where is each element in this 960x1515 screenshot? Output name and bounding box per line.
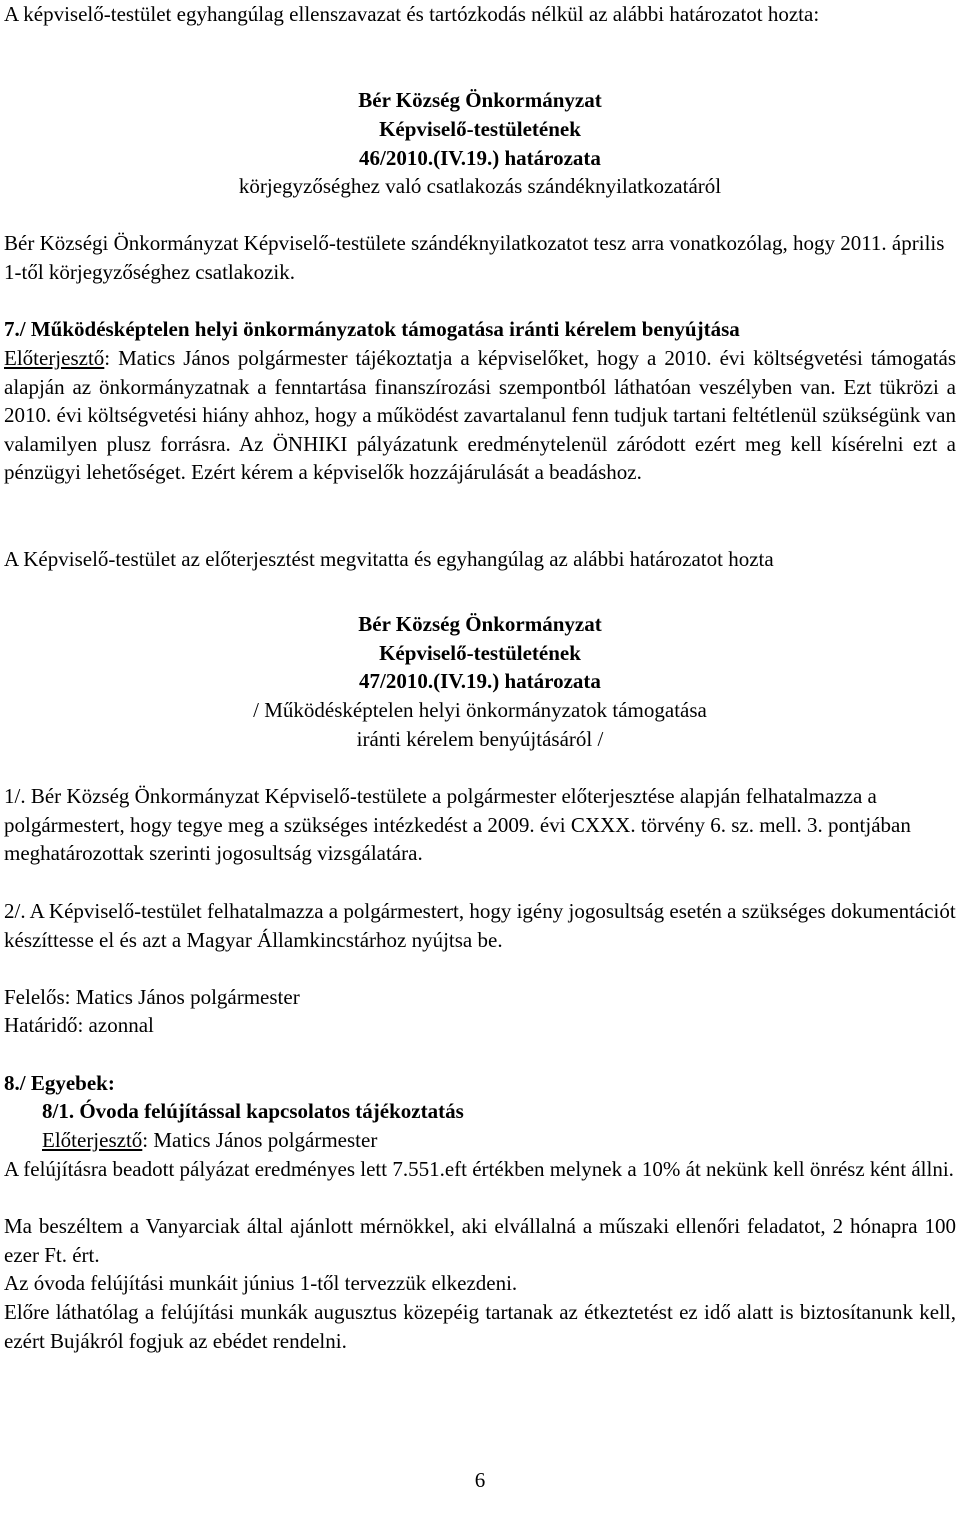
res46-authority: Bér Község Önkormányzat [358, 88, 602, 112]
item7-heading: 7./ Működésképtelen helyi önkormányzatok támogatása iránti kérelem benyújtása [4, 317, 740, 341]
intro-paragraph: A képviselő-testület egyhangúlag ellenszavazat és tartózkodás nélkül az alábbi határozatot hozta: [4, 2, 820, 26]
item8-heading: 8./ Egyebek: [4, 1071, 115, 1095]
item8-paragraph-1: A felújításra beadott pályázat eredményes lett 7.551.eft értékben melynek a 10% át nekünk kell önrész ként állni. [4, 1157, 954, 1181]
res47-deadline: Határidő: azonnal [4, 1013, 154, 1037]
res47-point-2: 2/. A Képviselő-testület felhatalmazza a polgármestert, hogy igény jogosultság esetén a szükséges dokumentációt készíttesse el és azt a Magyar Államkincstárhoz nyújtsa be. [4, 899, 956, 952]
res47-responsible: Felelős: Matics János polgármester [4, 985, 300, 1009]
item8-presenter-text: : Matics János polgármester [142, 1128, 378, 1152]
item8-sub-heading: 8/1. Óvoda felújítással kapcsolatos tájékoztatás [42, 1099, 464, 1123]
res47-body: Képviselő-testületének [379, 641, 581, 665]
item8-paragraph-2: Ma beszéltem a Vanyarciak által ajánlott mérnökkel, aki elvállalná a műszaki ellenőri feladatot, 2 hónapra 100 ezer Ft. ért. [4, 1214, 956, 1267]
item8-paragraph-4: Előre láthatólag a felújítási munkák augusztus közepéig tartanak az étkeztetést ez idő alatt is biztosítanunk kell, ezért Bujákról fogjuk az ebédet rendelni. [4, 1300, 956, 1353]
res46-number: 46/2010.(IV.19.) határozata [359, 146, 601, 170]
item8-paragraph-3: Az óvoda felújítási munkáit június 1-től tervezzük elkezdeni. [4, 1271, 518, 1295]
res47-point-1: 1/. Bér Község Önkormányzat Képviselő-testülete a polgármester előterjesztése alapján felhatalmazza a polgármestert, hogy tegye meg a szükséges intézkedést a 2009. évi CXXX. törvény 6. sz. mell. 3. pontjában meghatározottak szerinti jogosultság vizsgálatára. [4, 784, 911, 865]
item7-presenter-label: Előterjesztő [4, 346, 105, 370]
res47-subject-line1: / Működésképtelen helyi önkormányzatok támogatása [253, 698, 707, 722]
res47-subject-line2: iránti kérelem benyújtásáról / [356, 727, 604, 751]
res46-body: Képviselő-testületének [379, 117, 581, 141]
res46-subject: körjegyzőséghez való csatlakozás szándéknyilatkozatáról [238, 174, 722, 198]
item7-presentation [4, 344, 956, 487]
page-number: 6 [474, 1468, 486, 1492]
res47-authority: Bér Község Önkormányzat [358, 612, 602, 636]
res46-text: Bér Községi Önkormányzat Képviselő-testülete szándéknyilatkozatot tesz arra vonatkozólag, hogy 2011. április 1-től körjegyzőséghez csatlakozik. [4, 231, 945, 284]
item8-presenter [4, 1126, 960, 1155]
item7-presenter-text: : Matics János polgármester tájékoztatja a képviselőket, hogy a 2010. évi költségvetési támogatás alapján az önkormányzatnak a fenntartása finanszírozási szempontból láthatóan veszélyben van. Ezt tükrözi a 2010. évi költségvetési hiány ahhoz, hogy a működést zavartalanul fenn tudjuk tartani feltétlenül szükségünk van valamilyen plusz forrásra. Az ÖNHIKI pályázatunk eredménytelenül záródott ezért meg kell kísérelni ezt a pénzügyi lehetőséget. Ezért kérem a képviselők hozzájárulását a beadáshoz. [4, 346, 956, 484]
item7-decision-intro: A Képviselő-testület az előterjesztést megvitatta és egyhangúlag az alábbi határozatot hozta [4, 547, 774, 571]
item8-presenter-label: Előterjesztő [42, 1128, 143, 1152]
res47-number: 47/2010.(IV.19.) határozata [359, 669, 601, 693]
